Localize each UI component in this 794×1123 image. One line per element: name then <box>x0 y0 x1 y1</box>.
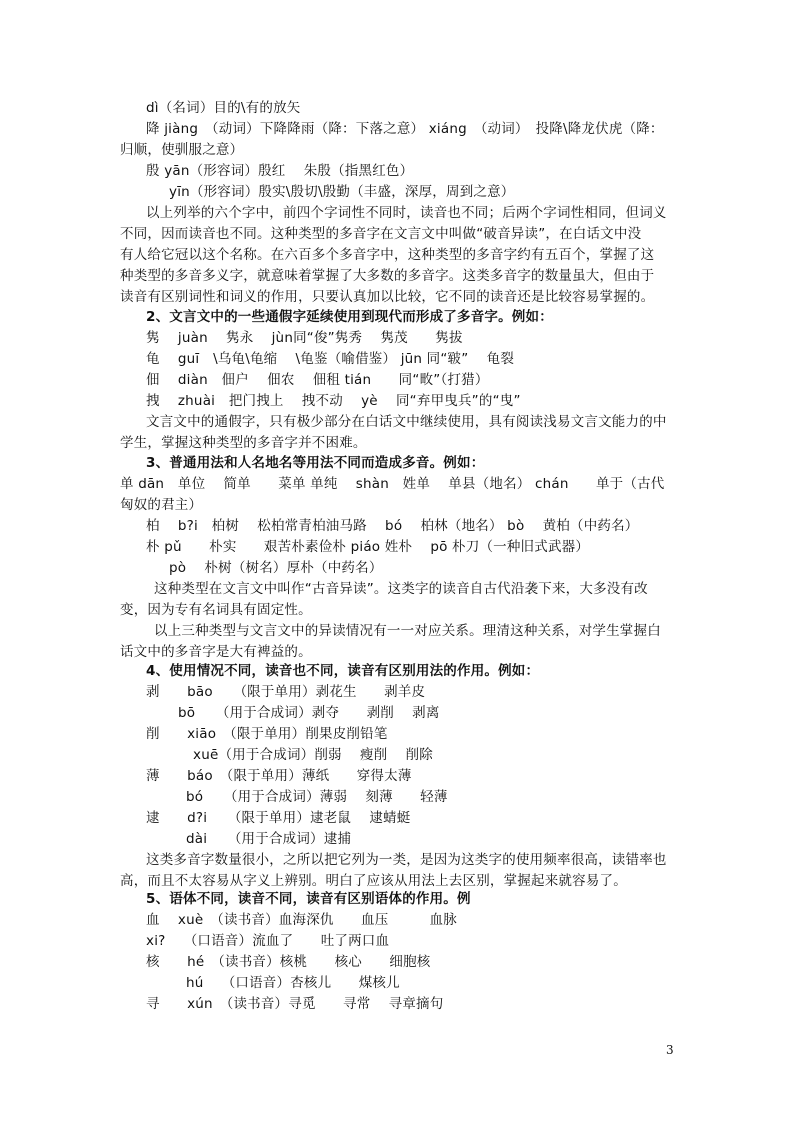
text-line: xi? （口语音）流血了 吐了两口血 <box>146 933 390 949</box>
text-line: 薄 báo （限于单用）薄纸 穿得太薄 <box>146 768 412 784</box>
text-line: 不同，因而读音也不同。这种类型的多音字在文言文中叫做“破音异读”，在白话文中没 <box>120 226 642 242</box>
text-line: 血 xuè （读书音）血海深仇 血压 血脉 <box>146 912 457 928</box>
text-line: 寻 xún （读书音）寻觅 寻常 寻章摘句 <box>146 996 444 1012</box>
section-heading: 5、语体不同，读音不同，读音有区别语体的作用。例 <box>146 891 471 907</box>
text-line: 匈奴的君主） <box>120 497 203 513</box>
text-line: 这类多音字数量很小，之所以把它列为一类，是因为这类字的使用频率很高，读错率也 <box>146 852 667 868</box>
section-heading: 4、使用情况不同，读音也不同，读音有区别用法的作用。例如： <box>146 663 540 679</box>
text-line: 核 hé （读书音）核桃 核心 细胞核 <box>146 954 431 970</box>
text-line: 变，因为专有名词具有固定性。 <box>120 602 312 618</box>
text-line: 剥 bāo （限于单用）剥花生 剥羊皮 <box>146 684 426 700</box>
text-line: 这种类型在文言文中叫作“古音异读”。这类字的读音自古代沿袭下来，大多没有改 <box>154 581 648 597</box>
text-line: 隽 juàn 隽永 jùn同“俊”隽秀 隽茂 隽拔 <box>146 330 463 346</box>
text-line: 朴 pǔ 朴实 艰苦朴素俭朴 piáo 姓朴 pō 朴刀（一种旧式武器） <box>146 539 590 555</box>
text-line: 降 jiàng （动词）下降降雨（降：下落之意） xiáng （动词） 投降\降龙伏虎（降： <box>146 121 664 137</box>
text-line: yīn（形容词）殷实\殷切\殷勤（丰盛，深厚，周到之意） <box>169 184 515 200</box>
text-line: pò 朴树（树名）厚朴（中药名） <box>169 560 383 576</box>
page-number: 3 <box>666 1043 674 1057</box>
text-line: bó （用于合成词）薄弱 刻薄 轻薄 <box>186 789 448 805</box>
text-line: 佃 diàn 佃户 佃农 佃租 tián 同“畋”（打猎） <box>146 372 489 388</box>
text-line: 拽 zhuài 把门拽上 拽不动 yè 同“弃甲曳兵”的“曳” <box>146 393 521 409</box>
text-line: 种类型的多音多义字，就意味着掌握了大多数的多音字。这类多音字的数量虽大，但由于 <box>120 268 655 284</box>
section-heading: 3、普通用法和人名地名等用法不同而造成多音。例如： <box>146 455 485 471</box>
text-line: 龟 guī \乌龟\龟缩 \龟鉴（喻借鉴） jūn 同“皲” 龟裂 <box>146 351 515 367</box>
text-line: 高，而且不太容易从字义上辨别。明白了应该从用法上去区别，掌握起来就容易了。 <box>120 873 627 889</box>
text-line: dì（名词）目的\有的放矢 <box>146 100 301 116</box>
text-line: 话文中的多音字是大有裨益的。 <box>120 644 312 660</box>
text-line: 柏 b?i 柏树 松柏常青柏油马路 bó 柏林（地名） bò 黄柏（中药名） <box>146 518 639 534</box>
text-line: 削 xiāo （限于单用）削果皮削铅笔 <box>146 726 388 742</box>
text-line: 以上三种类型与文言文中的异读情况有一一对应关系。理清这种关系，对学生掌握白 <box>154 623 661 639</box>
text-line: 殷 yān（形容词）殷红 朱殷（指黑红色） <box>146 163 414 179</box>
text-line: xuē（用于合成词）削弱 瘦削 削除 <box>193 747 433 763</box>
text-line: 文言文中的通假字，只有极少部分在白话文中继续使用，具有阅读浅易文言文能力的中 <box>146 414 667 430</box>
text-line: 归顺，使驯服之意） <box>120 142 244 158</box>
text-line: 有人给它冠以这个名称。在六百多个多音字中，这种类型的多音字约有五百个，掌握了这 <box>120 247 655 263</box>
text-line: 学生，掌握这种类型的多音字并不困难。 <box>120 435 367 451</box>
text-line: hú （口语音）杏核儿 煤核儿 <box>186 975 400 991</box>
text-line: bō （用于合成词）剥夺 剥削 剥离 <box>178 705 440 721</box>
text-line: 单 dān 单位 简单 菜单 单纯 shàn 姓单 单县（地名） chán 单于（古代 <box>120 476 665 492</box>
text-line: 读音有区别词性和词义的作用，只要认真加以比较，它不同的读音还是比较容易掌握的。 <box>120 289 655 305</box>
text-line: 以上列举的六个字中，前四个字词性不同时，读音也不同；后两个字词性相同，但词义 <box>146 205 667 221</box>
text-line: dài （用于合成词）逮捕 <box>186 831 352 847</box>
section-heading: 2、文言文中的一些通假字延续使用到现代而形成了多音字。例如： <box>146 309 553 325</box>
text-line: 逮 d?i （限于单用）逮老鼠 逮蜻蜓 <box>146 810 411 826</box>
